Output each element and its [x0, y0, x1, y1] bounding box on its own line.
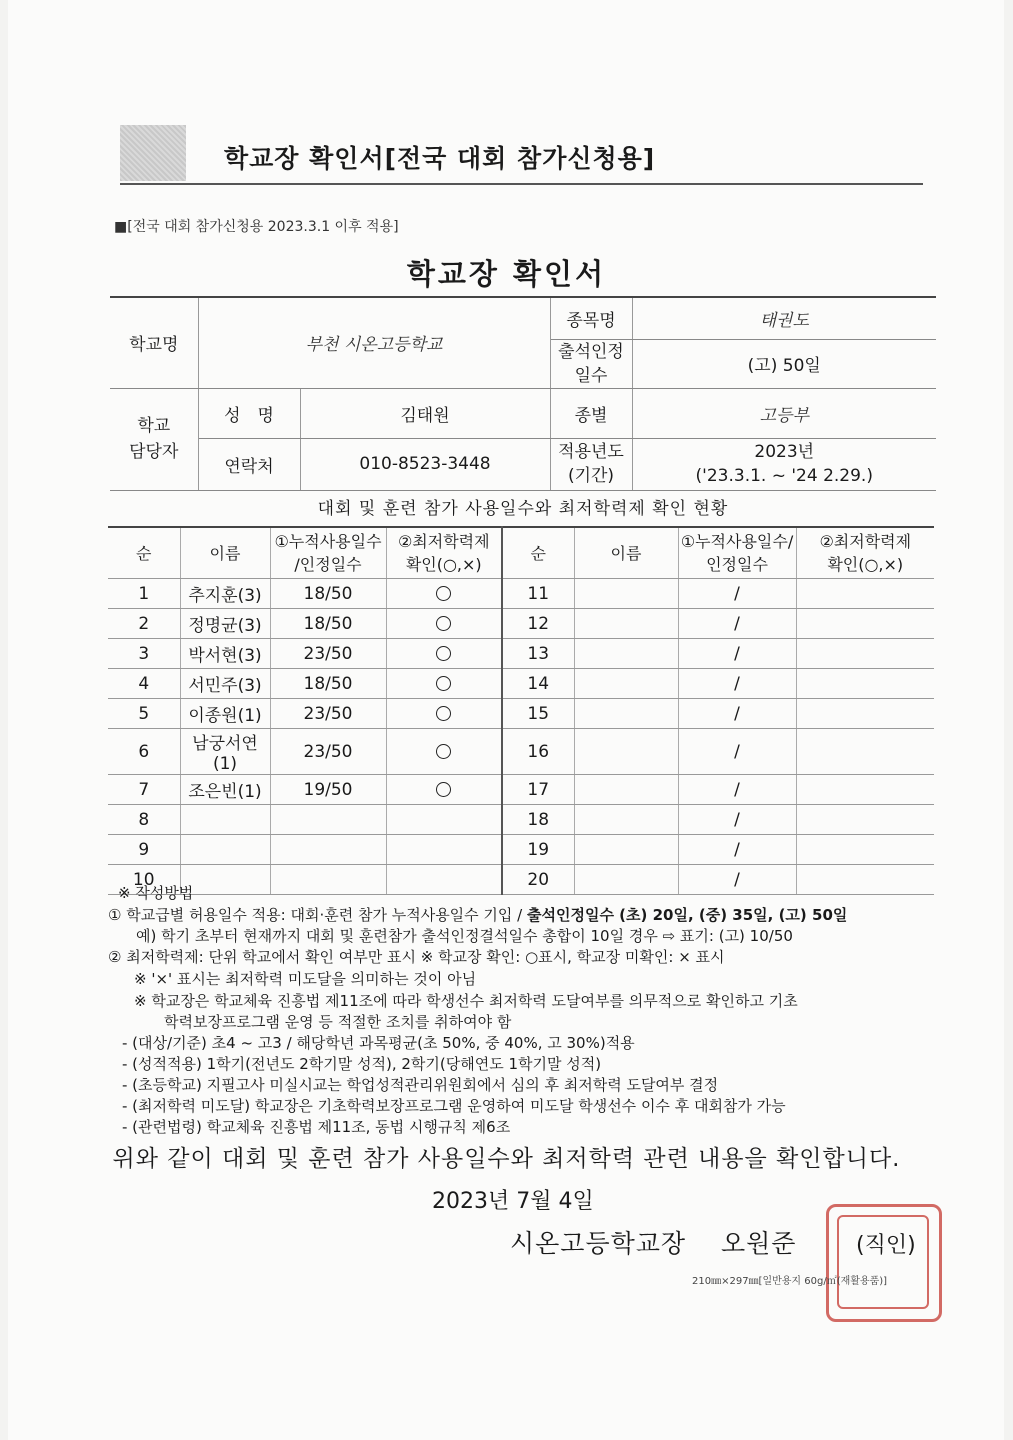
row-days-right: /: [678, 609, 796, 639]
table-row: [108, 609, 934, 639]
row-no-right: 14: [502, 669, 574, 699]
row-no: 7: [108, 775, 180, 805]
check-circle-icon: [436, 706, 451, 721]
paper-spec-footer: 210㎜×297㎜[일반용지 60g/㎡(재활용품)]: [692, 1276, 888, 1287]
row-check-right: [796, 865, 934, 895]
table-row: [108, 835, 934, 865]
row-name-right: [574, 639, 678, 669]
attendance-days-value: (고) 50일: [632, 339, 936, 388]
section-title: 대회 및 훈련 참가 사용일수와 최저학력제 확인 현황: [317, 499, 729, 519]
instruction-1b: 출석인정일수 (초) 20일, (중) 35일, (고) 50일: [527, 906, 848, 924]
row-name: [180, 805, 270, 835]
row-no: 5: [108, 699, 180, 729]
instruction-10: - (관련법령) 학교체육 진흥법 제11조, 동법 시행규칙 제6조: [122, 1118, 511, 1136]
document-title: 학교장 확인서: [406, 257, 607, 291]
row-check: [386, 805, 502, 835]
category-label: 종별: [550, 388, 632, 438]
signer: 시온고등학교장 오원준: [510, 1229, 797, 1258]
contact-value: 010-8523-3448: [300, 438, 550, 490]
row-no: 6: [108, 729, 180, 775]
instruction-3: ※ '×' 표시는 최저학력 미도달을 의미하는 것이 아님: [134, 970, 477, 988]
name-label: 성 명: [198, 388, 300, 438]
row-name: 이종원(1): [180, 699, 270, 729]
row-days: 23/50: [270, 699, 386, 729]
attendance-grid: [108, 526, 934, 895]
header-days-r1: ①누적사용일수/: [680, 532, 794, 551]
header-title: 학교장 확인서[전국 대회 참가신청용]: [224, 144, 656, 173]
manager-label-1: 학교: [137, 416, 171, 436]
table-row: [108, 579, 934, 609]
info-table: [110, 296, 936, 491]
row-name: 서민주(3): [180, 669, 270, 699]
header-check-2: 확인(○,×): [405, 555, 482, 574]
row-check: [386, 835, 502, 865]
row-no: 1: [108, 579, 180, 609]
row-days-right: /: [678, 805, 796, 835]
issue-date: 2023년 7월 4일: [432, 1189, 594, 1214]
instruction-4: ※ 학교장은 학교체육 진흥법 제11조에 따라 학생선수 최저학력 도달여부를 의무적으로 확인하고 기초: [134, 992, 798, 1010]
instruction-8: - (초등학교) 지필고사 미실시교는 학업성적관리위원회에서 심의 후 최저학력 도달여부 결정: [122, 1076, 719, 1094]
header-block: [120, 125, 186, 181]
year-value-1: 2023년: [754, 442, 815, 462]
row-days: 18/50: [270, 609, 386, 639]
row-check: [386, 669, 502, 699]
category-value: 고등부: [632, 388, 936, 438]
row-name: 남궁서연(1): [180, 729, 270, 775]
row-check-right: [796, 669, 934, 699]
row-days: 18/50: [270, 669, 386, 699]
row-check-right: [796, 609, 934, 639]
row-no-right: 16: [502, 729, 574, 775]
row-name: 박서현(3): [180, 639, 270, 669]
row-check: [386, 579, 502, 609]
confirmation-statement: 위와 같이 대회 및 훈련 참가 사용일수와 최저학력 관련 내용을 확인합니다.: [112, 1146, 901, 1172]
year-label-2: (기간): [567, 466, 615, 486]
row-name-right: [574, 579, 678, 609]
row-name: 정명균(3): [180, 609, 270, 639]
check-circle-icon: [436, 586, 451, 601]
table-row: [108, 639, 934, 669]
table-row: [108, 805, 934, 835]
row-no: 3: [108, 639, 180, 669]
row-days: [270, 835, 386, 865]
row-days: [270, 805, 386, 835]
check-circle-icon: [436, 646, 451, 661]
row-days-right: /: [678, 669, 796, 699]
row-name: [180, 865, 270, 895]
instruction-1: [108, 904, 847, 926]
row-no-right: 12: [502, 609, 574, 639]
instructions-heading: ※ 작성방법: [118, 884, 194, 902]
applicability-note: ■[전국 대회 참가신청용 2023.3.1 이후 적용]: [114, 219, 399, 235]
row-check: [386, 699, 502, 729]
instruction-1c: 예) 학기 초부터 현재까지 대회 및 훈련참가 출석인정결석일수 총합이 10일 경우 ⇨ 표기: (고) 10/50: [136, 927, 793, 945]
row-no-right: 15: [502, 699, 574, 729]
row-name-right: [574, 609, 678, 639]
table-row: [108, 669, 934, 699]
header-no: 순: [108, 527, 180, 579]
table-row: [108, 865, 934, 895]
row-no: 8: [108, 805, 180, 835]
name-value: 김태원: [300, 388, 550, 438]
check-circle-icon: [436, 616, 451, 631]
event-value: 태권도: [632, 297, 936, 339]
header-check: [386, 527, 502, 579]
check-circle-icon: [436, 744, 451, 759]
attendance-days-label: [550, 339, 632, 388]
row-check: [386, 609, 502, 639]
row-name: 조은빈(1): [180, 775, 270, 805]
row-days-right: /: [678, 775, 796, 805]
row-name-right: [574, 669, 678, 699]
row-no: 9: [108, 835, 180, 865]
row-check-right: [796, 579, 934, 609]
row-days-right: /: [678, 639, 796, 669]
row-days-right: /: [678, 729, 796, 775]
form-header: [120, 125, 923, 185]
row-name-right: [574, 805, 678, 835]
instruction-6: - (대상/기준) 초4 ~ 고3 / 해당학년 과목평균(초 50%, 중 40%, 고 30%)적용: [122, 1034, 635, 1052]
row-check: [386, 639, 502, 669]
instruction-7: - (성적적용) 1학기(전년도 2학기말 성적), 2학기(당해연도 1학기말 성적): [122, 1055, 602, 1073]
header-days: [270, 527, 386, 579]
row-check: [386, 729, 502, 775]
header-check-1: ②최저학력제: [397, 532, 490, 551]
row-check-right: [796, 775, 934, 805]
row-no: 2: [108, 609, 180, 639]
header-days-r2: 인정일수: [706, 555, 768, 574]
row-days: 19/50: [270, 775, 386, 805]
event-label: 종목명: [550, 297, 632, 339]
row-days-right: /: [678, 835, 796, 865]
row-no-right: 19: [502, 835, 574, 865]
manager-label: [110, 388, 198, 490]
row-name: [180, 835, 270, 865]
row-days-right: /: [678, 865, 796, 895]
year-label-1: 적용년도: [558, 442, 624, 462]
header-days-2: /인정일수: [294, 555, 362, 574]
check-circle-icon: [436, 676, 451, 691]
row-days: 18/50: [270, 579, 386, 609]
contact-label: 연락처: [198, 438, 300, 490]
check-circle-icon: [436, 782, 451, 797]
header-days-1: ①누적사용일수: [274, 532, 382, 551]
seal-stamp: [826, 1204, 942, 1322]
row-days: 23/50: [270, 639, 386, 669]
header-check-right: [796, 527, 934, 579]
year-value-2: ('23.3.1. ~ '24 2.29.): [695, 466, 873, 486]
row-check-right: [796, 805, 934, 835]
row-no-right: 13: [502, 639, 574, 669]
year-label: [550, 438, 632, 490]
instruction-5: 학력보장프로그램 운영 등 적절한 조치를 취하여야 함: [164, 1013, 512, 1031]
row-name-right: [574, 699, 678, 729]
row-check: [386, 865, 502, 895]
year-value: [632, 438, 936, 490]
row-no-right: 18: [502, 805, 574, 835]
row-name-right: [574, 865, 678, 895]
instruction-9: - (최저학력 미도달) 학교장은 기초학력보장프로그램 운영하여 미도달 학생선수 이수 후 대회참가 가능: [122, 1097, 786, 1115]
attendance-days-label-2: 일수: [574, 365, 608, 386]
instruction-1a: ① 학교급별 허용일수 적용: 대회·훈련 참가 누적사용일수 기입 /: [108, 906, 527, 924]
row-days-right: /: [678, 699, 796, 729]
row-days: 23/50: [270, 729, 386, 775]
instruction-2: ② 최저학력제: 단위 학교에서 확인 여부만 표시 ※ 학교장 확인: ○표시, 학교장 미확인: × 표시: [108, 948, 725, 966]
row-name: 추지훈(3): [180, 579, 270, 609]
row-check-right: [796, 729, 934, 775]
row-check: [386, 775, 502, 805]
header-check-r2: 확인(○,×): [827, 555, 904, 574]
school-value: 부천 시온고등학교: [198, 297, 550, 388]
row-check-right: [796, 835, 934, 865]
row-name-right: [574, 729, 678, 775]
table-row: [108, 775, 934, 805]
row-check-right: [796, 639, 934, 669]
table-row: [108, 699, 934, 729]
row-days: [270, 865, 386, 895]
seal-mark: (직인): [856, 1233, 916, 1258]
row-no-right: 20: [502, 865, 574, 895]
row-no: 4: [108, 669, 180, 699]
row-days-right: /: [678, 579, 796, 609]
header-name-right: 이름: [574, 527, 678, 579]
row-name-right: [574, 835, 678, 865]
table-row: [108, 729, 934, 775]
row-check-right: [796, 699, 934, 729]
header-no-right: 순: [502, 527, 574, 579]
row-no-right: 17: [502, 775, 574, 805]
row-name-right: [574, 775, 678, 805]
header-check-r1: ②최저학력제: [819, 532, 912, 551]
attendance-days-label-1: 출석인정: [558, 341, 624, 362]
header-name: 이름: [180, 527, 270, 579]
row-no-right: 11: [502, 579, 574, 609]
header-days-right: [678, 527, 796, 579]
school-label: 학교명: [110, 297, 198, 388]
row-no: 10: [108, 865, 180, 895]
manager-label-2: 담당자: [129, 442, 179, 462]
